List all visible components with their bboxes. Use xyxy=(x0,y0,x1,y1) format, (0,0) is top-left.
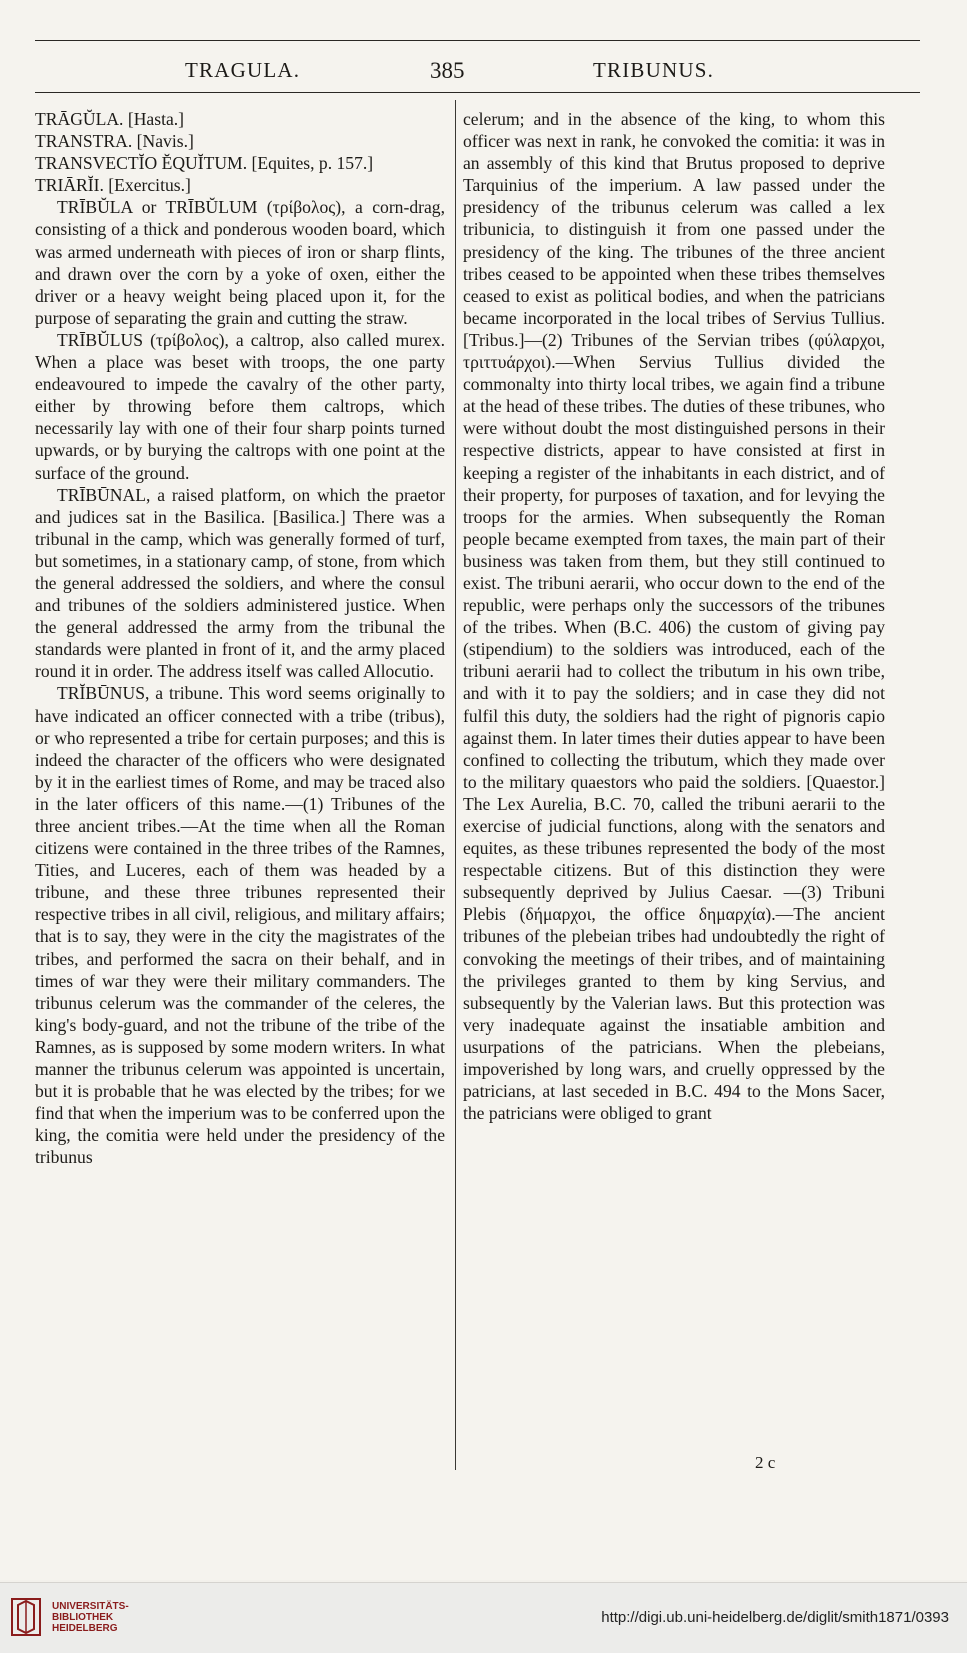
library-name-line: BIBLIOTHEK xyxy=(52,1612,114,1623)
entry-tribula: TRĪBŬLA or TRĪBŬLUM (τρίβολος), a corn-drag, consisting of a thick and ponderous wooden board, which was armed underneath with pieces of iron or sharp flints, and drawn over the corn by a yoke of oxen, either the driver or a heavy weight being placed upon it, for the purpose of separating the grain and cutting the straw. xyxy=(35,197,445,328)
signature-mark: 2 c xyxy=(755,1453,776,1472)
entry-tragula: TRĀGŬLA. [Hasta.] xyxy=(35,109,185,129)
running-header xyxy=(35,58,920,88)
entry-tribunus: TRĬBŪNUS, a tribune. This word seems originally to have indicated an officer connected with a tribe (tribus), or who represented a tribe for certain purposes; and this is indeed the character of the officers who were designated by it in the earliest times of Rome, and may be traced also in the later officers of this name.—(1) Tribunes of the three ancient tribes.—At the time when all the Roman citizens were contained in the three tribes of the Ramnes, Tities, and Luceres, each of them was headed by a tribune, and these three tribunes represented their respective tribes in all civil, religious, and military affairs; that is to say, they were in the city the magistrates of the tribes, and performed the sacra on their behalf, and in times of war they were their military commanders. The tribunus celerum was the commander of the celeres, the king's body-guard, and not the tribune of the tribe of the Ramnes, as is supposed by some modern writers. In what manner the tribunus celerum was appointed is uncertain, but it is probable that he was elected by the tribes; for we find that when the imperium was to be conferred upon the king, the comitia were held under the presidency of the tribunus xyxy=(35,683,445,1168)
entry-triarii: TRIĀRĬI. [Exercitus.] xyxy=(35,175,191,196)
page-number: 385 xyxy=(430,58,465,83)
entry-tribulus: TRĪBŬLUS (τρίβολος), a caltrop, also called murex. When a place was beset with troops, the one party endeavoured to impede the cavalry of the other party, either by throwing before them caltrops, which necessarily lay with one of their four sharp points turned upwards, or by burying the caltrops with one point at the surface of the ground. xyxy=(35,329,445,483)
university-logo-icon xyxy=(10,1595,44,1639)
header-left-word: TRAGULA. xyxy=(185,58,301,82)
left-column xyxy=(35,108,445,1169)
footer-bar xyxy=(0,1582,967,1653)
entry-tribunus-continued: celerum; and in the absence of the king, to whom this officer was next in rank, he convoked the comitia: it was in an assembly of this kind that Brutus proposed to deprive Tarquinius of the imperium. A law passed under the presidency of the tribunus celerum was called a lex tribunicia, to distinguish it from one passed under the presidency of the king. The tribunes of the three ancient tribes ceased to be appointed when these tribes themselves ceased to exist as political bodies, and when the patricians became incorporated in the local tribes of Servius Tullius. [Tribus.]—(2) Tribunes of the Servian tribes (φύλαρχοι, τριττυάρχοι).—When Servius Tullius divided the commonalty into thirty local tribes, we again find a tribune at the head of these tribes. The duties of these tribunes, who were without doubt the most distinguished persons in their respective districts, appear to have consisted at first in keeping a register of the inhabitants in each district, and of their property, for purposes of taxation, and for levying the troops for the armies. When subsequently the Roman people became exempted from taxes, the main part of their business was taken from them, but they still continued to exist. The tribuni aerarii, who occur down to the end of the republic, were perhaps only the successors of the tribunes of the tribes. When (B.C. 406) the custom of giving pay (stipendium) to the soldiers was introduced, each of the tribuni aerarii had to collect the tributum in his own tribe, and with it to pay the soldiers; and in case they did not fulfil this duty, the soldiers had the right of pignoris capio against them. In later times their duties appear to have been confined to collecting the tributum, which they made over to the military quaestors who paid the soldiers. [Quaestor.] The Lex Aurelia, B.C. 70, called the tribuni aerarii to the exercise of judicial functions, along with the senators and equites, as these tribunes represented the body of the most respectable citizens. But of this distinction they were subsequently deprived by Julius Caesar. —(3) Tribuni Plebis (δήμαρχοι, the office δημαρχία).—The ancient tribunes of the plebeian tribes had undoubtedly the right of convoking the meetings of their tribes, and of maintaining the privileges granted to them by king Servius, and subsequently by the Valerian laws. But this protection was very inadequate against the insatiable ambition and usurpations of the patricians. When the plebeians, impoverished by long wars, and cruelly oppressed by the patricians, at last seceded in B.C. 494 to the Mons Sacer, the patricians were obliged to grant xyxy=(463,109,885,1124)
header-rule xyxy=(35,92,920,93)
top-rule xyxy=(35,40,920,41)
entry-transvectio: TRANSVECTĬO ĔQUĬTUM. [Equites, p. 157.] xyxy=(35,153,374,174)
column-divider xyxy=(455,100,456,1470)
header-right-word: TRIBUNUS. xyxy=(593,58,715,82)
entry-transtra: TRANSTRA. [Navis.] xyxy=(35,131,194,152)
permalink[interactable]: http://digi.ub.uni-heidelberg.de/diglit/smith1871/0393 xyxy=(601,1609,949,1626)
library-name-line: UNIVERSITÄTS- xyxy=(52,1601,129,1612)
library-name-line: HEIDELBERG xyxy=(52,1623,118,1634)
library-name xyxy=(52,1601,129,1634)
right-column xyxy=(463,108,885,1124)
entry-tribunal: TRĪBŪNAL, a raised platform, on which the praetor and judices sat in the Basilica. [Basilica.] There was a tribunal in the camp, which was generally formed of turf, but sometimes, in a stationary camp, of stone, from which the general addressed the soldiers, and where the consul and tribunes of the soldiers administered justice. When the general addressed the army from the tribunal the standards were planted in front of it, and the army placed round it in order. The address itself was called Allocutio. xyxy=(35,484,445,682)
